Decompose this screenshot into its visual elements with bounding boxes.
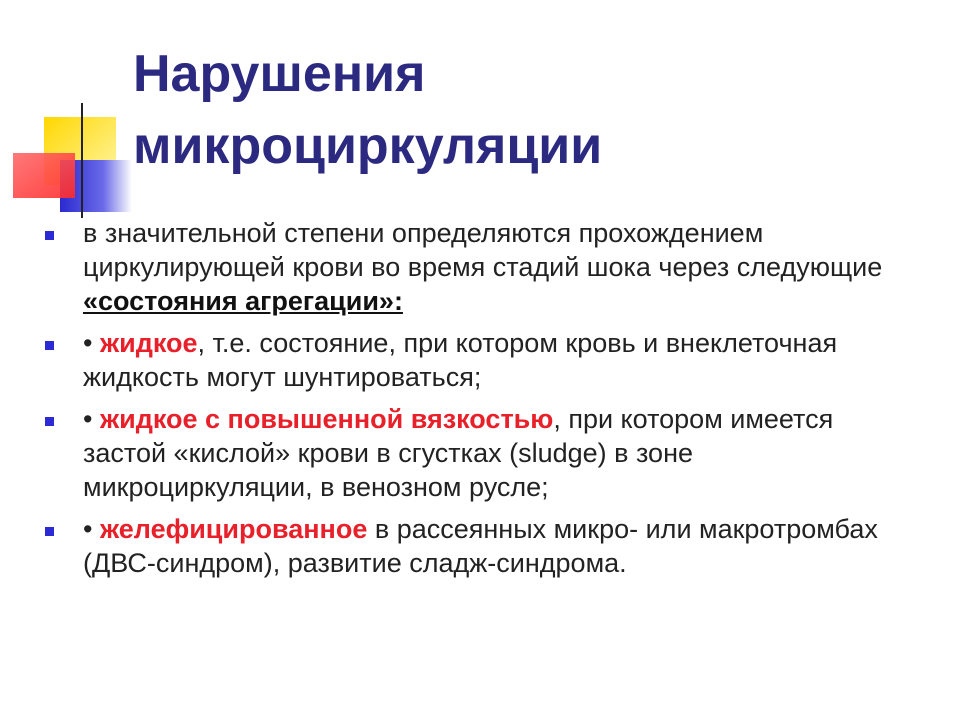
slide-title [133, 38, 602, 182]
bullet-dot: • [83, 514, 100, 544]
title-line-2: микроциркуляции [133, 117, 603, 175]
highlight-term: жидкое [99, 328, 198, 358]
bullet-text: , при котором имеется застой «кислой» крови в сгустках (sludge) в зоне микроциркуляции, в венозном русле; [83, 404, 834, 502]
bullet-list [45, 216, 905, 588]
bullet-square-icon [45, 417, 54, 426]
highlight-term: жидкое с повышенной вязкостью [99, 404, 554, 434]
aggregation-states-term: «состояния агрегации»: [83, 286, 403, 316]
bullet-item-viscous [45, 402, 905, 504]
bullet-item-liquid [45, 326, 905, 394]
bullet-text: в значительной степени определяются прохождением циркулирующей крови во время стадий шока через следующие [83, 218, 883, 282]
highlight-term: желефицированное [99, 514, 368, 544]
bullet-dot: • [83, 328, 100, 358]
bullet-square-icon [45, 341, 54, 350]
bullet-item-intro [45, 216, 905, 318]
bullet-text: , т.е. состояние, при котором кровь и внеклеточная жидкость могут шунтироваться; [83, 328, 838, 392]
bullet-square-icon [45, 527, 54, 536]
bullet-square-icon [45, 231, 54, 240]
bullet-text: в рассеянных микро- или макротромбах (ДВС-синдром), развитие сладж-синдрома. [83, 514, 878, 578]
bullet-dot: • [83, 404, 100, 434]
red-square [13, 153, 75, 198]
title-line-1: Нарушения [133, 45, 426, 103]
bullet-item-gel [45, 512, 905, 580]
